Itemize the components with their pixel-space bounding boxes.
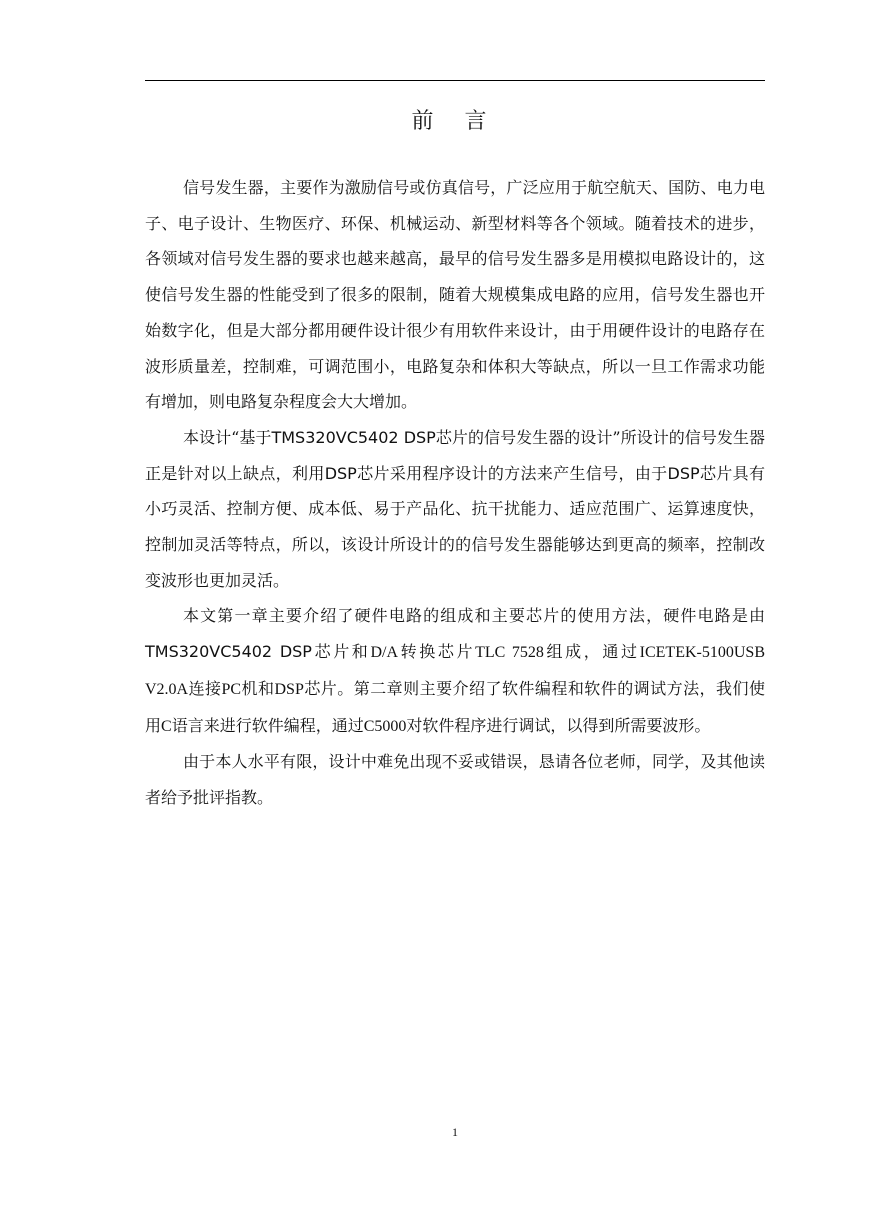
pc-abbrev: PC bbox=[221, 680, 242, 698]
chip-abbrev: DSP bbox=[667, 463, 700, 483]
paragraph-text: 芯片采用程序设计的方法来产生信号，由于 bbox=[356, 463, 668, 483]
chip-model: TMS320VC5402 DSP bbox=[145, 642, 312, 662]
paragraph-text: 本设计“基于 bbox=[183, 427, 272, 447]
emulator-model: ICETEK-5100USB V2.0A bbox=[145, 644, 765, 698]
body-text bbox=[145, 170, 765, 816]
paragraph-chapters bbox=[145, 598, 765, 744]
header-rule bbox=[145, 80, 765, 81]
chip-abbrev: DSP bbox=[324, 463, 357, 483]
paragraph-text: 语言来进行软件编程，通过 bbox=[171, 715, 364, 735]
paragraph-text: 连接 bbox=[188, 678, 222, 698]
page-title: 前 言 bbox=[411, 109, 499, 134]
page-number: 1 bbox=[452, 1125, 458, 1139]
paragraph-text: 本文第一章主要介绍了硬件电路的组成和主要芯片的使用方法，硬件电路是由 bbox=[183, 606, 765, 626]
paragraph-closing bbox=[145, 744, 765, 815]
chip-model: TMS320VC5402 DSP bbox=[271, 427, 436, 447]
paragraph-design bbox=[145, 420, 765, 599]
paragraph-text: 芯片具有小巧灵活、控制方便、成本低、易于产品化、抗干扰能力、适应范围广、运算速度快，控制加灵活等特点，所以，该设计所设计的的信号发生器能够达到更高的频率，控制改变波形也更加灵活。 bbox=[145, 463, 765, 590]
converter-abbrev: D/A bbox=[370, 644, 398, 662]
paragraph-text: 组成，通过 bbox=[543, 642, 640, 662]
tool-name: C5000 bbox=[363, 717, 407, 735]
paragraph-text: 由于本人水平有限，设计中难免出现不妥或错误，恳请各位老师，同学，及其他读者给予批评指教。 bbox=[145, 752, 765, 807]
converter-model: TLC 7528 bbox=[475, 644, 544, 662]
paragraph-text: 芯片的信号发生器的设计”所设计的信号发生器正是针对以上缺点，利用 bbox=[145, 427, 765, 483]
paragraph-text: 转换芯片 bbox=[398, 642, 476, 662]
chip-abbrev: DSP bbox=[274, 680, 304, 698]
paragraph-text: 机和 bbox=[241, 678, 275, 698]
paragraph-text: 芯片和 bbox=[311, 642, 371, 662]
paragraph-text: 信号发生器，主要作为激励信号或仿真信号，广泛应用于航空航天、国防、电力电子、电子设计、生物医疗、环保、机械运动、新型材料等各个领域。随着技术的进步，各领域对信号发生器的要求也越来越高，最早的信号发生器多是用模拟电路设计的，这使信号发生器的性能受到了很多的限制，随着大规模集成电路的应用，信号发生器也开始数字化，但是大部分都用硬件设计很少有用软件来设计，由于用硬件设计的电路存在波形质量差，控制难，可调范围小，电路复杂和体积大等缺点，所以一旦工作需求功能有增加，则电路复杂程度会大大增加。 bbox=[145, 178, 765, 412]
paragraph-text: 对软件程序进行调试，以得到所需要波形。 bbox=[406, 715, 711, 735]
language-name: C bbox=[161, 717, 172, 735]
paragraph-intro bbox=[145, 170, 765, 420]
paragraph-text: 芯片。第二章则主要介绍了软件编程和软件的调试方法，我们使用 bbox=[145, 678, 765, 735]
